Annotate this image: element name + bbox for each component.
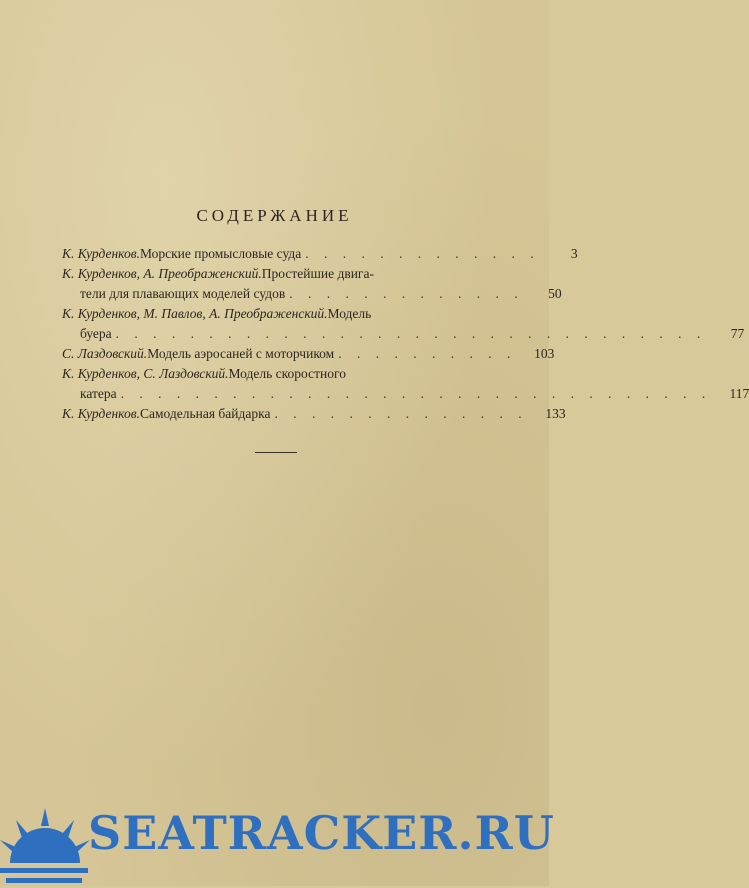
toc-line xyxy=(62,344,555,364)
toc-title: Модель xyxy=(327,306,372,321)
toc-title: Простейшие двига- xyxy=(261,266,374,281)
table-of-contents xyxy=(62,244,749,424)
toc-title: буера xyxy=(80,326,112,341)
toc-title: Модель скоростного xyxy=(228,366,346,381)
toc-page-number: 133 xyxy=(545,406,566,421)
toc-entry xyxy=(62,304,745,344)
toc-entry xyxy=(62,364,749,404)
toc-page-number: 3 xyxy=(570,246,578,261)
toc-leader: . . . . . . . . . . xyxy=(338,346,517,361)
toc-leader: . . . . . . . . . . . . . . . . . . . . . . . . . . . . . . . . xyxy=(115,326,707,341)
toc-leader: . . . . . . . . . . . . . xyxy=(305,246,540,261)
toc-page-number: 103 xyxy=(534,346,555,361)
watermark-text: SEATRACKER.RU xyxy=(88,806,555,860)
page-title: СОДЕРЖАНИЕ xyxy=(196,206,353,225)
toc-title: Морские промысловые суда xyxy=(139,246,302,261)
toc-author: К. Курденков, А. Преображенский. xyxy=(62,266,262,281)
toc-entry xyxy=(62,404,566,424)
toc-page-number: 50 xyxy=(548,286,562,301)
divider xyxy=(255,452,297,453)
toc-author: К. Курденков, М. Павлов, А. Преображенский. xyxy=(62,306,328,321)
toc-line xyxy=(62,404,566,424)
toc-page-number: 117 xyxy=(729,386,749,401)
watermark xyxy=(0,800,555,886)
toc-title: тели для плавающих моделей судов xyxy=(80,286,286,301)
toc-title: Модель аэросаней с моторчиком xyxy=(147,346,335,361)
toc-line xyxy=(62,244,578,264)
toc-author: С. Лаздовский. xyxy=(62,346,148,361)
toc-line xyxy=(62,364,492,384)
sun-icon xyxy=(0,808,90,888)
toc-page-number: 77 xyxy=(730,326,745,341)
toc-line xyxy=(62,324,745,344)
toc-line xyxy=(62,264,492,284)
toc-leader: . . . . . . . . . . . . . . . . . . . . . . . . . . . . . . . . xyxy=(120,386,712,401)
toc-leader: . . . . . . . . . . . . . xyxy=(289,286,524,301)
toc-entry xyxy=(62,244,578,264)
toc-line xyxy=(62,304,492,324)
toc-entry xyxy=(62,344,555,364)
toc-line xyxy=(62,384,749,404)
toc-author: К. Курденков. xyxy=(62,406,140,421)
toc-title: катера xyxy=(80,386,117,401)
toc-line xyxy=(62,284,562,304)
toc-author: К. Курденков, С. Лаздовский. xyxy=(62,366,229,381)
toc-leader: . . . . . . . . . . . . . . xyxy=(274,406,528,421)
toc-entry xyxy=(62,264,562,304)
toc-author: К. Курденков. xyxy=(62,246,140,261)
toc-title: Самодельная байдарка xyxy=(139,406,271,421)
